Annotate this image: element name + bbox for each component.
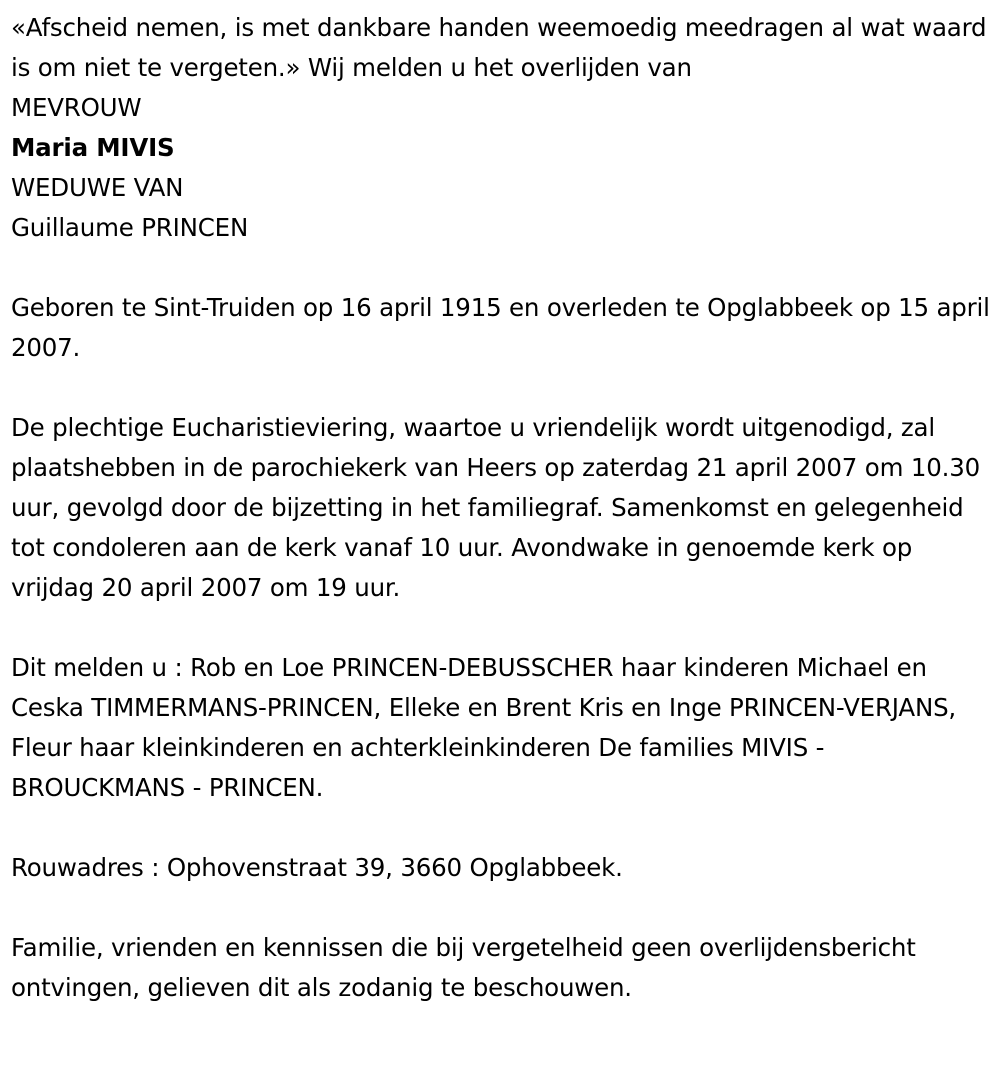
- intro-quote-paragraph: «Afscheid nemen, is met dankbare handen weemoedig meedragen al wat waard is om niet te vergeten.» Wij melden u het overlijden van: [11, 13, 987, 82]
- family-paragraph: Dit melden u : Rob en Loe PRINCEN-DEBUSSCHER haar kinderen Michael en Ceska TIMMERMANS-PRINCEN, Elleke en Brent Kris en Inge PRINCEN-VERJANS, Fleur haar kleinkinderen en achterkleinkinderen De families MIVIS - BROUCKMANS - PRINCEN.: [11, 653, 957, 802]
- obituary-document: [11, 8, 996, 1008]
- address-paragraph: Rouwadres : Ophovenstraat 39, 3660 Opglabbeek.: [11, 853, 623, 882]
- spouse-name: Guillaume PRINCEN: [11, 213, 249, 242]
- widow-of-label: WEDUWE VAN: [11, 173, 184, 202]
- closing-paragraph: Familie, vrienden en kennissen die bij vergetelheid geen overlijdensbericht ontvingen, gelieven dit als zodanig te beschouwen.: [11, 933, 916, 1002]
- deceased-name: Maria MIVIS: [11, 133, 175, 162]
- title-prefix: MEVROUW: [11, 93, 142, 122]
- birth-death-paragraph: Geboren te Sint-Truiden op 16 april 1915 en overleden te Opglabbeek op 15 april 2007.: [11, 293, 990, 362]
- ceremony-paragraph: De plechtige Eucharistieviering, waartoe u vriendelijk wordt uitgenodigd, zal plaatshebben in de parochiekerk van Heers op zaterdag 21 april 2007 om 10.30 uur, gevolgd door de bijzetting in het familiegraf. Samenkomst en gelegenheid tot condoleren aan de kerk vanaf 10 uur. Avondwake in genoemde kerk op vrijdag 20 april 2007 om 19 uur.: [11, 413, 980, 602]
